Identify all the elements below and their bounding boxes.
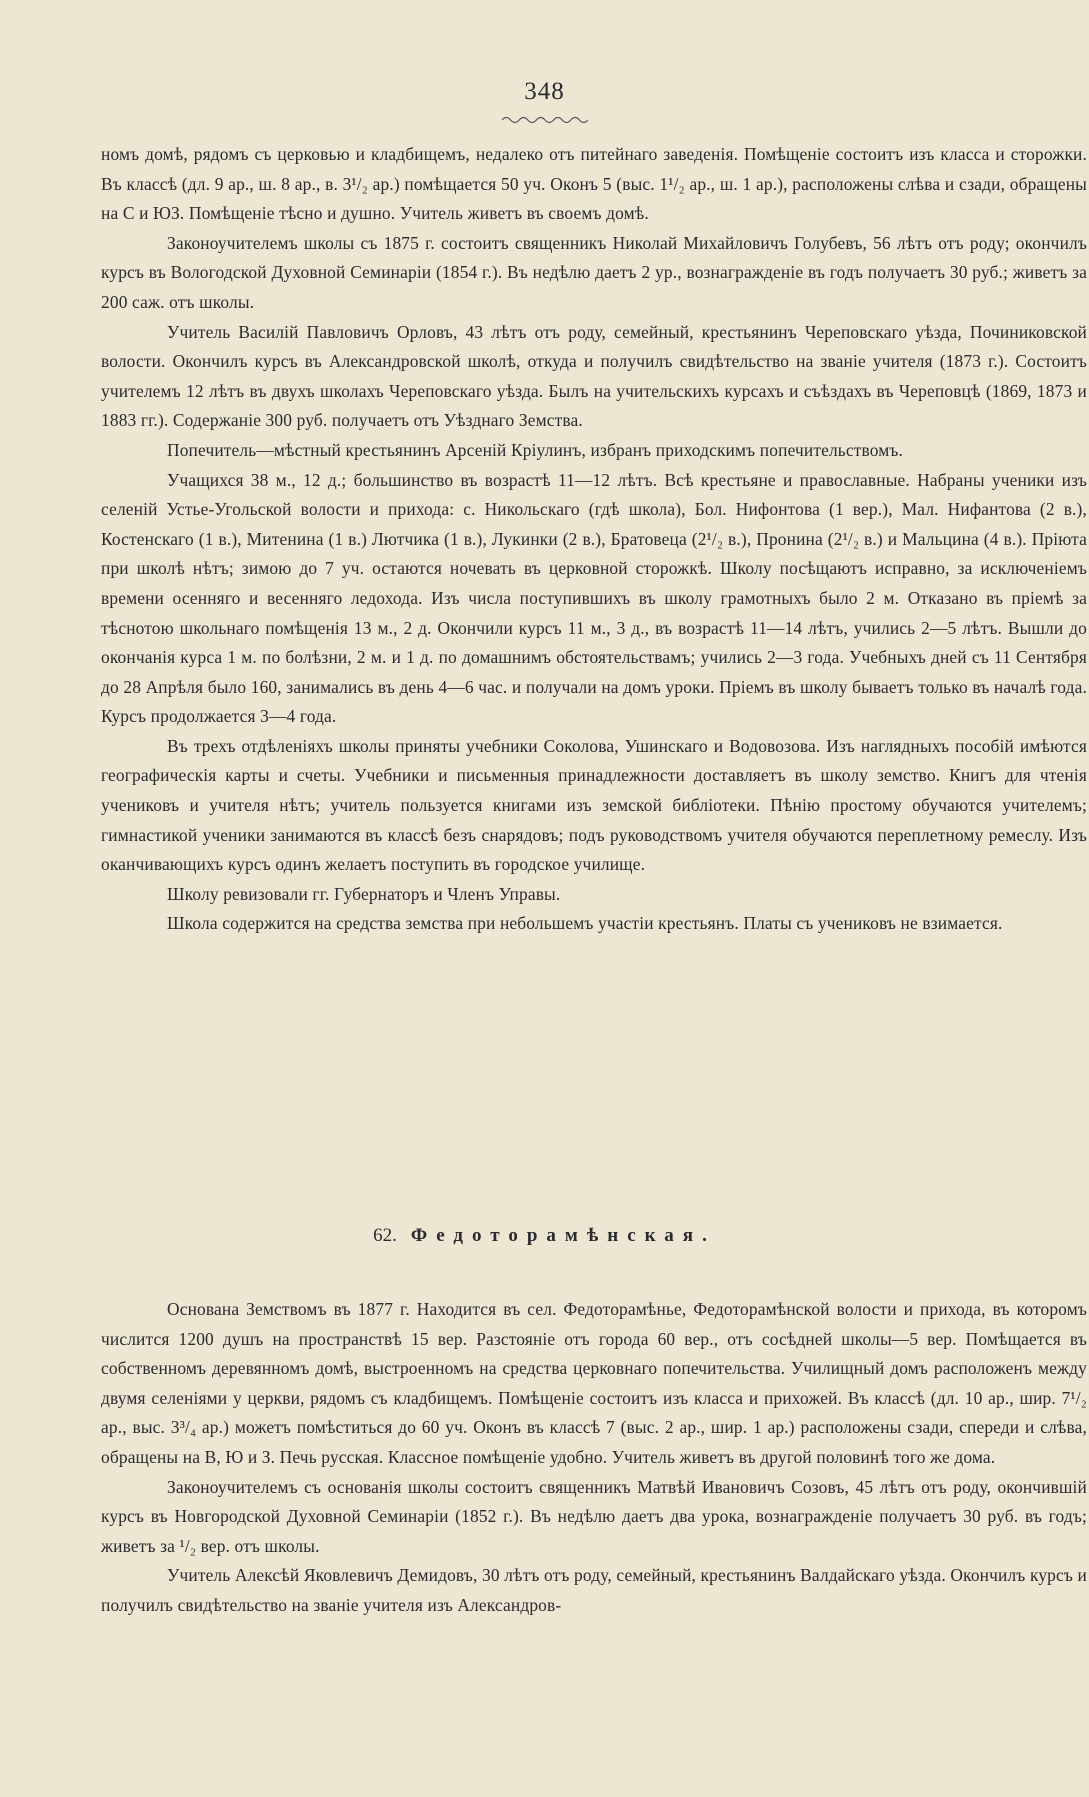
paragraph: Въ трехъ отдѣленіяхъ школы приняты учебники Соколова, Ушинскаго и Водовозова. Изъ наглядныхъ пособій имѣются географическія карты и счеты. Учебники и письменныя принадлежности доставляетъ въ школу земство. Книгъ для чтенія учениковъ и учителя нѣтъ; учитель пользуется книгами изъ земской библіотеки. Пѣнію простому обучаются учителемъ; гимнастикой ученики занимаются въ классѣ безъ снарядовъ; подъ руководствомъ учителя обучаются переплетному ремеслу. Изъ оканчивающихъ курсъ одинъ желаетъ поступить въ городское училище.: [101, 735, 1087, 875]
paragraph: Законоучителемъ школы съ 1875 г. состоитъ священникъ Николай Михайловичъ Голубевъ, 56 лѣтъ отъ роду; окончилъ курсъ въ Вологодской Духовной Семинаріи (1854 г.). Въ недѣлю даетъ 2 ур., вознагражденіе въ годъ получаетъ 30 руб.; живетъ за 200 саж. отъ школы.: [101, 232, 1087, 312]
paragraph: Учитель Василій Павловичъ Орловъ, 43 лѣтъ отъ роду, семейный, крестьянинъ Череповскаго уѣзда, Починиковской волости. Окончилъ курсъ въ Александровской школѣ, откуда и получилъ свидѣтельство на званіе учителя (1873 г.). Состоитъ учителемъ 12 лѣтъ въ двухъ школахъ Череповскаго уѣзда. Былъ на учительскихъ курсахъ и съѣздахъ въ Череповцѣ (1869, 1873 и 1883 гг.). Содержаніе 300 руб. получаетъ отъ Уѣзднаго Земства.: [101, 321, 1087, 431]
wavy-ornament: [502, 115, 588, 125]
paragraph: Школу ревизовали гг. Губернаторъ и Членъ Управы.: [167, 883, 561, 904]
paragraph: Учащихся 38 м., 12 д.; большинство въ возрастѣ 11—12 лѣтъ. Всѣ крестьяне и православные. Набраны ученики изъ селеній Устье-Угольской волости и прихода: с. Никольскаго (гдѣ школа), Бол. Нифонтова (1 вер.), Мал. Нифантова (2 в.), Костенскаго (1 в.), Митенина (1 в.) Лютчика (1 в.), Лукинки (2 в.), Братовеца (2¹/₂ в.), Пронина (2¹/₂ в.) и Мальцина (4 в.). Пріюта при школѣ нѣтъ; зимою до 7 уч. остаются ночевать въ церковной сторожкѣ. Школу посѣщаютъ исправно, за исключеніемъ времени осенняго и весенняго ледохода. Изъ числа поступившихъ въ школу грамотныхъ было 2 м. Отказано въ пріемѣ за тѣснотою школьнаго помѣщенія 13 м., 2 д. Окончили курсъ 11 м., 3 д., въ возрастѣ 11—14 лѣтъ, учились 2—5 лѣтъ. Вышли до окончанія курса 1 м. по болѣзни, 2 м. и 1 д. по домашнимъ обстоятельствамъ; учились 2—3 года. Учебныхъ дней съ 11 Сентября до 28 Апрѣля было 160, занимались въ день 4—6 час. и получали на домъ уроки. Пріемъ въ школу бываетъ только въ началѣ года. Курсъ продолжается 3—4 года.: [101, 469, 1087, 727]
section-number: 62.: [373, 1225, 397, 1246]
paragraph: Законоучителемъ съ основанія школы состоитъ священникъ Матвѣй Ивановичъ Созовъ, 45 лѣтъ отъ роду, окончившій курсъ въ Новгородской Духовной Семинаріи (1852 г.). Въ недѣлю даетъ два урока, вознагражденіе получаетъ 30 руб. въ годъ; живетъ за ¹/₂ вер. отъ школы.: [101, 1476, 1087, 1556]
paragraph: Попечитель—мѣстный крестьянинъ Арсеній Кріулинъ, избранъ приходскимъ попечительствомъ.: [167, 439, 904, 460]
paragraph: Школа содержится на средства земства при небольшемъ участіи крестьянъ. Платы съ учениковъ не взимается.: [167, 913, 1003, 934]
section-body-continued: [101, 140, 1087, 939]
page-number: 348: [524, 78, 565, 105]
section-heading: [0, 1225, 1089, 1247]
paragraph: Основана Земствомъ въ 1877 г. Находится въ сел. Федоторамѣнье, Федоторамѣнской волости и прихода, въ которомъ числится 1200 душъ на пространствѣ 15 вер. Разстояніе отъ города 60 вер., отъ сосѣдней школы—5 вер. Помѣщается въ собственномъ деревянномъ домѣ, выстроенномъ на средства церковнаго попечительства. Училищный домъ расположенъ между двумя селеніями у церкви, рядомъ съ кладбищемъ. Помѣщеніе состоитъ изъ класса и прихожей. Въ классѣ (дл. 10 ар., шир. 7¹/₂ ар., выс. 3³/₄ ар.) можетъ помѣститься до 60 уч. Оконъ въ классѣ 7 (выс. 2 ар., шир. 1 ар.) расположены сзади, спереди и слѣва, обращены на В, Ю и З. Печь русская. Классное помѣщеніе удобно. Учитель живетъ въ другой половинѣ того же дома.: [101, 1299, 1087, 1467]
section-body: [101, 1295, 1087, 1621]
paragraph: номъ домѣ, рядомъ съ церковью и кладбищемъ, недалеко отъ питейнаго заведенія. Помѣщеніе состоитъ изъ класса и сторожки. Въ классѣ (дл. 9 ар., ш. 8 ар., в. 3¹/₂ ар.) помѣщается 50 уч. Оконъ 5 (выс. 1¹/₂ ар., ш. 1 ар.), расположены слѣва и сзади, обращены на С и ЮЗ. Помѣщеніе тѣсно и душно. Учитель живетъ въ своемъ домѣ.: [101, 144, 1087, 224]
paragraph: Учитель Алексѣй Яковлевичъ Демидовъ, 30 лѣтъ отъ роду, семейный, крестьянинъ Валдайскаго уѣзда. Окончилъ курсъ и получилъ свидѣтельство на званіе учителя изъ Александров-: [101, 1565, 1087, 1615]
section-title: Федоторамѣнская.: [410, 1225, 716, 1246]
